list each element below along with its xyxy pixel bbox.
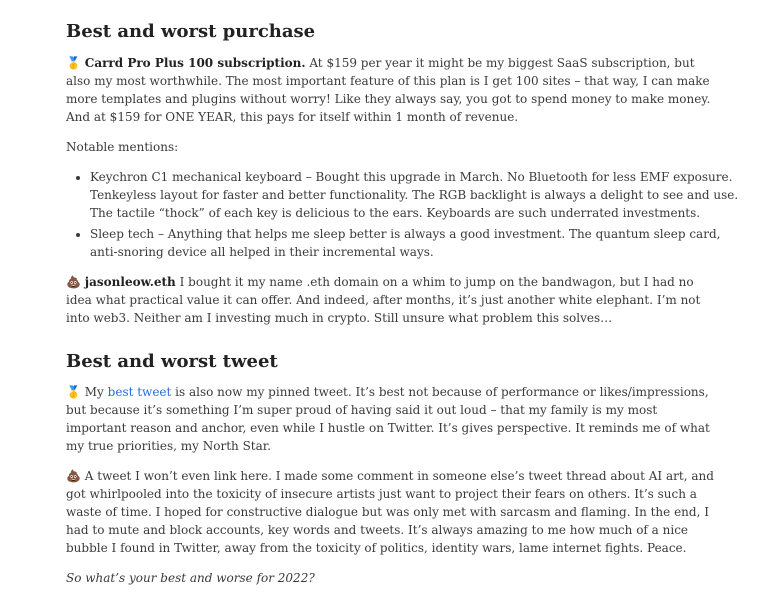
list-item: • Keychron C1 mechanical keyboard – Bought this upgrade in March. No Bluetooth for less EMF exposure. Tenkeyless layout for faster and better functionality. The RGB backlight is always a delight to see and use. The tactile “thock” of each key is delicious to the ears. Keyboards are such underrated investments. [90, 168, 742, 222]
worst-tweet-paragraph [66, 467, 718, 557]
worst-purchase-paragraph [66, 273, 718, 327]
gold-medal-icon: 🥇 [66, 385, 81, 399]
worst-purchase-title: jasonleow.eth [84, 275, 176, 289]
gold-medal-icon: 🥇 [66, 56, 81, 70]
poop-icon: 💩 [66, 469, 81, 483]
list-item: • Sleep tech – Anything that helps me sleep better is always a good investment. The quantum sleep card, anti-snoring device all helped in their incremental ways. [90, 225, 742, 261]
worst-purchase-text: I bought it my name .eth domain on a whim to jump on the bandwagon, but I had no idea what practical value it can offer. And indeed, after months, it’s just another white elephant. I’m not into web3. Neither am I investing much in crypto. Still unsure what problem this solves… [66, 275, 701, 325]
best-tweet-text: is also now my pinned tweet. It’s best not because of performance or likes/impressions, but because it’s something I’m super proud of having said it out loud – that my family is my most important reason and anchor, even while I hustle on Twitter. It’s gives perspective. It reminds me of what my true priorities, my North Star. [66, 385, 710, 453]
poop-icon: 💩 [66, 275, 81, 289]
notable-mentions-list [66, 168, 742, 264]
worst-tweet-text: A tweet I won’t even link here. I made some comment in someone else’s tweet thread about AI art, and got whirlpooled into the toxicity of insecure artists just want to project their fears on others. It’s such a waste of time. I hoped for constructive dialogue but was only met with sarcasm and flaming. In the end, I had to mute and block accounts, key words and tweets. It’s always amazing to me how much of a nice bubble I found in Twitter, away from the toxicity of politics, identity wars, lame internet fights. Peace. [66, 469, 714, 555]
best-tweet-paragraph [66, 383, 718, 455]
best-purchase-text: At $159 per year it might be my biggest SaaS subscription, but also my most worthwhile. The most important feature of this plan is I get 100 sites – that way, I can make more templates and plugins without worry! Like they always say, you got to spend money to make money. And at $159 for ONE YEAR, this pays for itself within 1 month of revenue. [66, 56, 711, 124]
notable-mentions-label: Notable mentions: [66, 140, 179, 154]
section-heading-tweet: Best and worst tweet [66, 351, 278, 372]
best-purchase-paragraph [66, 54, 718, 126]
best-purchase-title: Carrd Pro Plus 100 subscription. [84, 56, 306, 70]
closing-question-text: So what’s your best and worse for 2022? [66, 571, 315, 585]
best-tweet-prefix: My [80, 385, 108, 399]
section-heading-purchase: Best and worst purchase [66, 21, 316, 42]
best-tweet-link[interactable]: best tweet [107, 385, 172, 399]
closing-question [66, 569, 718, 587]
